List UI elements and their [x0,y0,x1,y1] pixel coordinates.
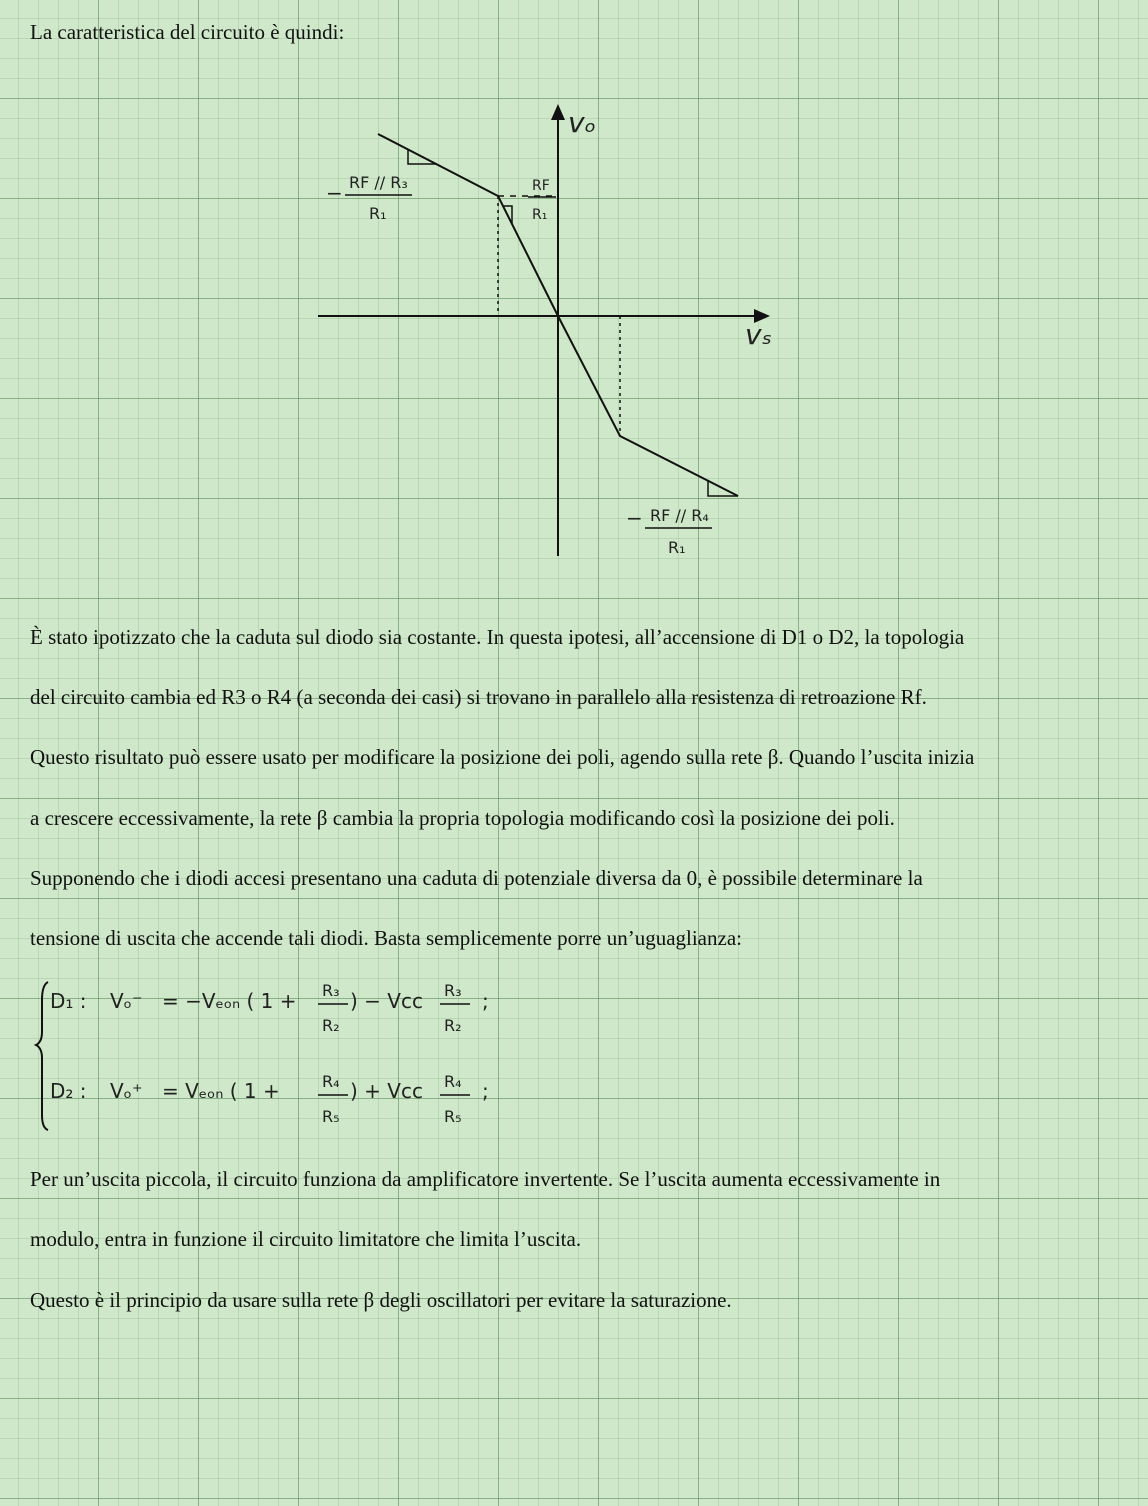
d2-frac2-numerator: R₄ [444,1072,462,1091]
closing-line-3: Questo è il principio da usare sulla rete β degli oscillatori per evitare la saturazione. [30,1288,732,1312]
d1-mid: ) − Vcc [350,989,423,1013]
d2-rhs-start: = Vₑₒₙ ( 1 + [162,1079,280,1103]
closing-line-1: Per un’uscita piccola, il circuito funziona da amplificatore invertente. Se l’uscita aumenta eccessivamente in [30,1167,941,1191]
d1-frac2-denominator: R₂ [444,1016,462,1035]
d1-label: D₁ : [50,989,87,1013]
x-axis-label: vₛ [745,318,773,351]
d1-separator: ; [482,989,489,1013]
slope-left-minus: − [326,181,343,205]
d1-lhs: Vₒ⁻ [110,989,143,1013]
slope-left-numerator: RF // R₃ [349,173,408,192]
paragraph-line-3: Questo risultato può essere usato per modificare la posizione dei poli, agendo sulla rete β. Quando l’uscita inizia [30,745,975,769]
d2-label: D₂ : [50,1079,87,1103]
paragraph-line-4: a crescere eccessivamente, la rete β cambia la propria topologia modificando così la posizione dei poli. [30,806,895,830]
paragraph-line-2: del circuito cambia ed R3 o R4 (a seconda dei casi) si trovano in parallelo alla resistenza di retroazione Rf. [30,685,927,709]
slope-right-denominator: R₁ [668,538,686,557]
system-brace [36,982,48,1130]
intro-text: La caratteristica del circuito è quindi: [30,20,345,44]
paragraph-line-6: tensione di uscita che accende tali diodi. Basta semplicemente porre un’uguaglianza: [30,926,742,950]
slope-left-denominator: R₁ [369,204,387,223]
d1-rhs-start: = −Vₑₒₙ ( 1 + [162,989,297,1013]
d2-lhs: Vₒ⁺ [110,1079,143,1103]
d2-frac1-numerator: R₄ [322,1072,340,1091]
d2-frac1-denominator: R₅ [322,1107,340,1126]
y-axis-label: vₒ [568,106,597,139]
d1-frac1-numerator: R₃ [322,981,340,1000]
d2-frac2-denominator: R₅ [444,1107,462,1126]
d1-frac2-numerator: R₃ [444,981,462,1000]
slope-mid-denominator: R₁ [532,207,548,223]
paragraph-line-5: Supponendo che i diodi accesi presentano una caduta di potenziale diversa da 0, è possibile determinare la [30,866,923,890]
d2-mid: ) + Vcc [350,1079,423,1103]
slope-right-minus: − [626,506,643,530]
slope-mid-numerator: RF [532,178,550,194]
paragraph-line-1: È stato ipotizzato che la caduta sul diodo sia costante. In questa ipotesi, all’accensione di D1 o D2, la topologia [30,625,965,649]
d2-separator: ; [482,1079,489,1103]
d1-frac1-denominator: R₂ [322,1016,340,1035]
closing-line-2: modulo, entra in funzione il circuito limitatore che limita l’uscita. [30,1227,582,1251]
slope-right-numerator: RF // R₄ [650,506,709,525]
